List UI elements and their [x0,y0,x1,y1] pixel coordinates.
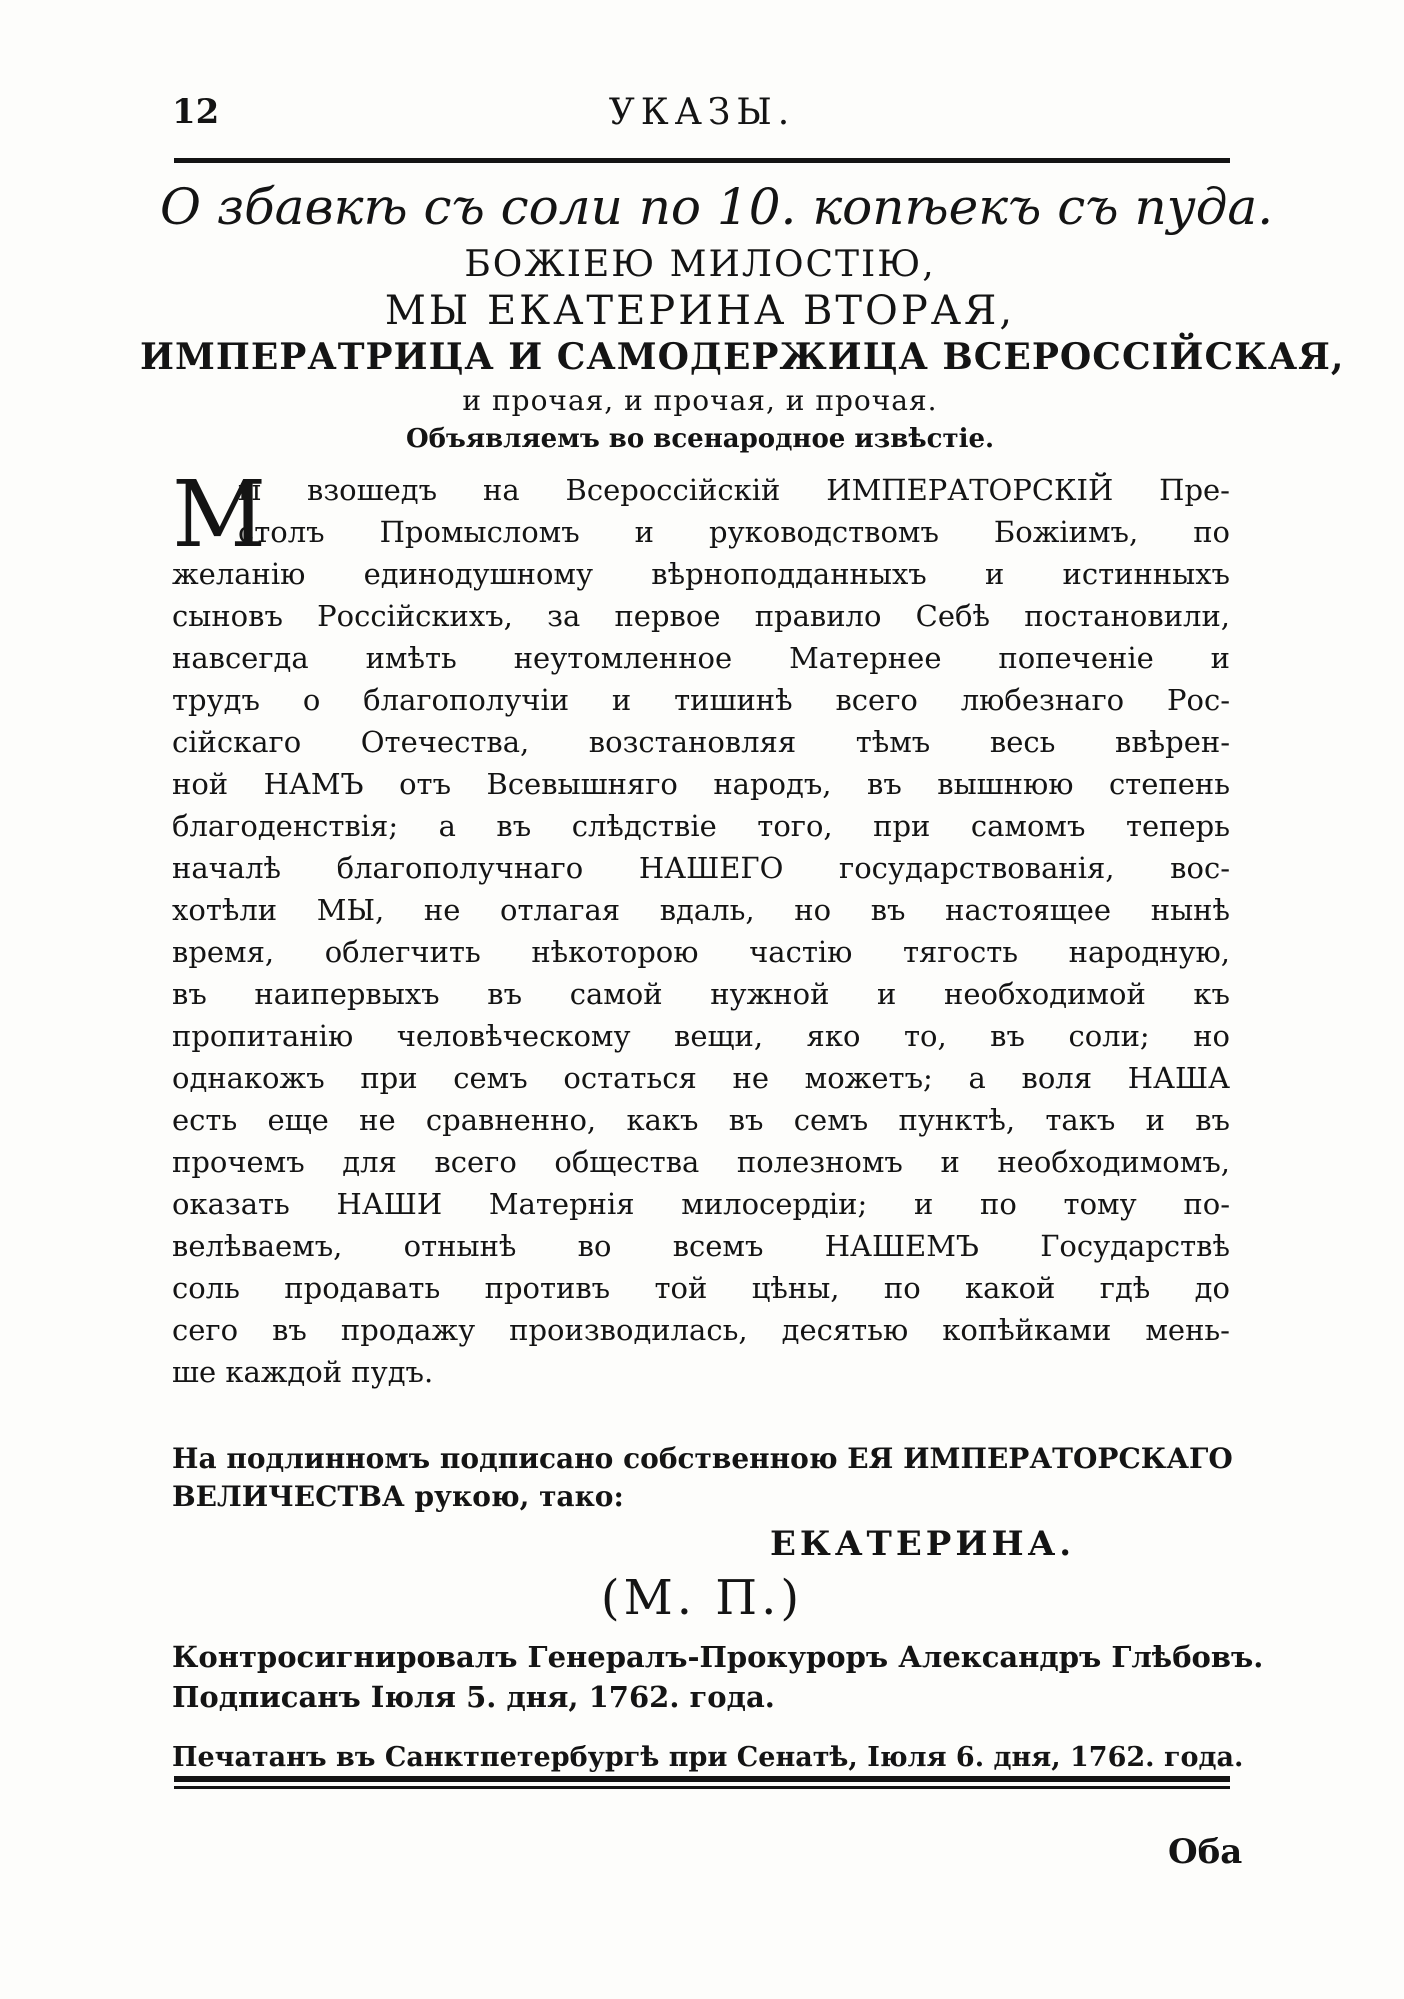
signature-name: ЕКАТЕРИНА. [770,1524,1076,1564]
signature-note-line-1: На подлинномъ подписано собственною ЕЯ ИМПЕРАТОРСКАГО [172,1442,1233,1475]
body-text-line: однакожъ при семъ остаться не можетъ; а воля НАША [172,1061,1230,1095]
body-text-line: ной НАМЪ отъ Всевышняго народъ, въ вышнюю степень [172,767,1230,801]
body-text-line: оказать НАШИ Матернія милосердіи; и по тому по- [172,1187,1230,1221]
footer-rule-thin [174,1786,1230,1789]
signature-mark: Оба [1168,1832,1243,1872]
intitulation-line-2: МЫ ЕКАТЕРИНА ВТОРАЯ, [384,288,1016,334]
body-text-line: благоденствія; а въ слѣдствіе того, при самомъ теперь [172,809,1230,843]
body-text-line: желанію единодушному вѣрноподданныхъ и истинныхъ [172,557,1230,591]
running-head: УКАЗЫ. [608,92,796,133]
body-text-line: трудъ о благополучіи и тишинѣ всего любезнаго Рос- [172,683,1230,717]
body-text-line: столъ Промысломъ и руководствомъ Божіимъ, по [238,515,1230,549]
header-rule [174,158,1230,163]
intitulation-line-1: БОЖІЕЮ МИЛОСТІЮ, [464,244,936,285]
body-text-line: велѣваемъ, отнынѣ во всемъ НАШЕМЪ Государствѣ [172,1229,1230,1263]
body-text-line: хотѣли МЫ, не отлагая вдаль, но въ настоящее нынѣ [172,893,1230,927]
body-text-line: есть еще не сравненно, какъ въ семъ пунктѣ, такъ и въ [172,1103,1230,1137]
body-text-line: началѣ благополучнаго НАШЕГО государствованія, вос- [172,851,1230,885]
page-header [172,92,1232,152]
body-text-line: пропитанію человѣческому вещи, яко то, въ соли; но [172,1019,1230,1053]
body-text-line: сыновъ Россійскихъ, за первое правило Себѣ постановили, [172,599,1230,633]
body-text-line: ы взошедъ на Всероссійскій ИМПЕРАТОРСКІЙ Пре- [238,473,1230,507]
seal-place: (М. П.) [600,1570,804,1626]
countersign-line-1: Контросигнировалъ Генералъ-Прокуроръ Александръ Глѣбовъ. [172,1640,1264,1674]
imprint-line: Печатанъ въ Санктпетербургѣ при Сенатѣ, Іюля 6. дня, 1762. года. [172,1742,1244,1773]
body-text-line: соль продавать противъ той цѣны, по какой гдѣ до [172,1271,1230,1305]
body-text-line: ше каждой пудъ. [172,1355,434,1389]
intitulation-line-4: и прочая, и прочая, и прочая. [462,384,938,417]
decree-title: О збавкѣ съ соли по 10. копѣекъ съ пуда. [160,178,1274,236]
countersign-line-2: Подписанъ Іюля 5. дня, 1762. года. [172,1680,775,1714]
body-text-line: навсегда имѣть неутомленное Матернее попеченіе и [172,641,1230,675]
signature-note-line-2: ВЕЛИЧЕСТВА рукою, тако: [172,1480,624,1513]
body-text-line: прочемъ для всего общества полезномъ и необходимомъ, [172,1145,1230,1179]
footer-rule [174,1776,1230,1782]
intitulation-line-5: Объявляемъ во всенародное извѣстіе. [405,424,995,454]
body-text-line: время, облегчить нѣкоторою частію тягость народную, [172,935,1230,969]
body-text-line: сего въ продажу производилась, десятью копѣйками мень- [172,1313,1230,1347]
drop-cap: М [172,461,267,568]
intitulation-line-3: ИМПЕРАТРИЦА И САМОДЕРЖИЦА ВСЕРОССІЙСКАЯ, [140,336,1345,378]
body-text-line: сійскаго Отечества, возстановляя тѣмъ весь ввѣрен- [172,725,1230,759]
body-text-line: въ наипервыхъ въ самой нужной и необходимой къ [172,977,1230,1011]
page-number: 12 [172,92,220,132]
